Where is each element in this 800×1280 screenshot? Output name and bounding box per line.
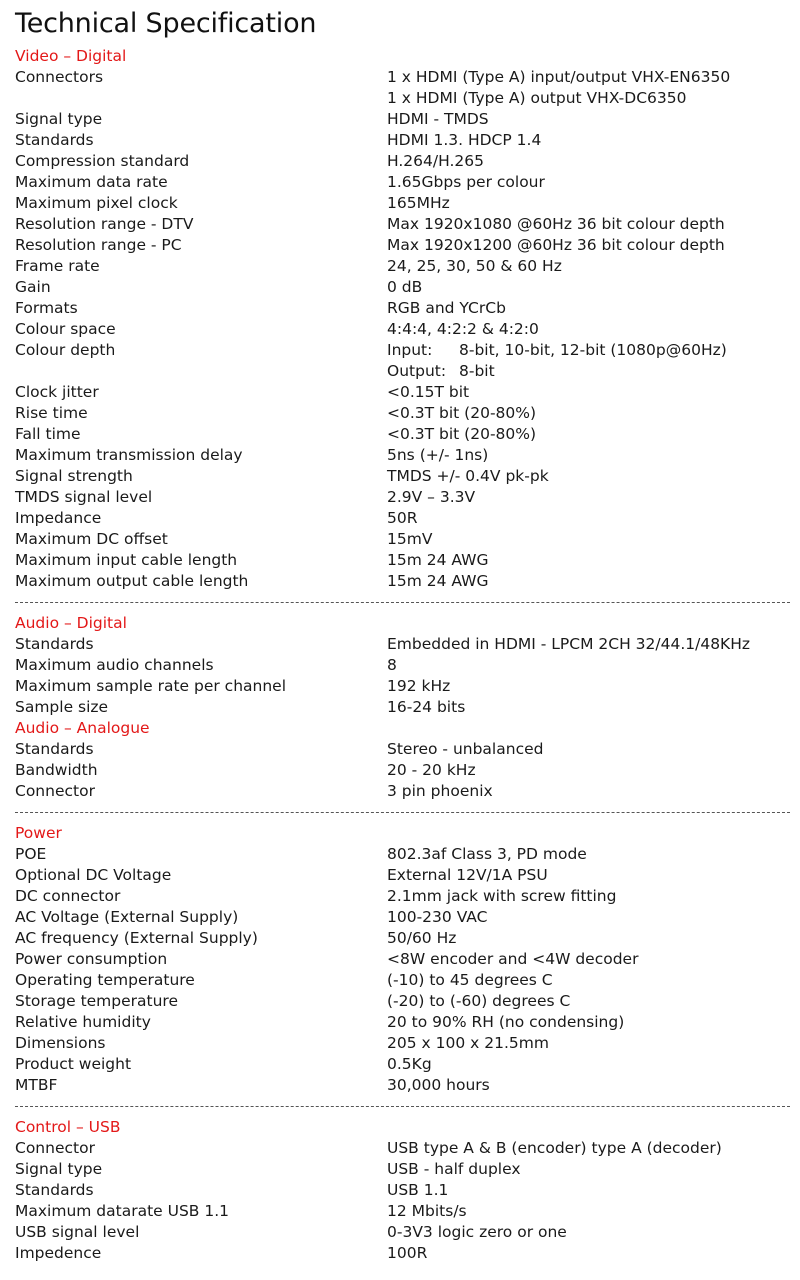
spec-value: 100R: [387, 1244, 428, 1262]
spec-sub-value: 8-bit, 10-bit, 12-bit (1080p@60Hz): [459, 341, 727, 359]
spec-value: USB - half duplex: [387, 1160, 521, 1178]
spec-value: 12 Mbits/s: [387, 1202, 467, 1220]
spec-value: 1 x HDMI (Type A) output VHX-DC6350: [387, 89, 687, 107]
spec-sub-value: 8-bit: [459, 362, 495, 380]
spec-value: 20 to 90% RH (no condensing): [387, 1013, 625, 1031]
spec-label: Signal type: [15, 1160, 103, 1178]
section-heading-label: Audio – Digital: [15, 614, 127, 632]
section-heading-label: Video – Digital: [15, 47, 127, 65]
spec-value: 16-24 bits: [387, 698, 466, 716]
spec-document: [15, 6, 790, 1264]
spec-row: [15, 214, 790, 235]
spec-row: [15, 130, 790, 151]
spec-row: [15, 1138, 790, 1159]
spec-row: [15, 676, 790, 697]
spec-value: 24, 25, 30, 50 & 60 Hz: [387, 257, 562, 275]
spec-value: Max 1920x1200 @60Hz 36 bit colour depth: [387, 236, 725, 254]
spec-row: [15, 466, 790, 487]
spec-label: Impedance: [15, 509, 102, 527]
spec-row: [15, 172, 790, 193]
spec-label: Gain: [15, 278, 51, 296]
spec-row: [15, 1243, 790, 1264]
spec-label: Maximum sample rate per channel: [15, 677, 287, 695]
spec-sub-label: Output:: [387, 362, 447, 380]
spec-label: Signal type: [15, 110, 103, 128]
spec-value: 2.1mm jack with screw fitting: [387, 887, 617, 905]
spec-row: [15, 886, 790, 907]
spec-value: 50/60 Hz: [387, 929, 457, 947]
spec-label: Standards: [15, 635, 94, 653]
spec-row: [15, 1159, 790, 1180]
spec-row: [15, 193, 790, 214]
spec-row: [15, 655, 790, 676]
spec-label: Colour space: [15, 320, 116, 338]
spec-value: <0.3T bit (20-80%): [387, 425, 537, 443]
spec-value: 30,000 hours: [387, 1076, 490, 1094]
spec-value: 0-3V3 logic zero or one: [387, 1223, 567, 1241]
spec-value: <8W encoder and <4W decoder: [387, 950, 639, 968]
dashed-divider: [15, 1096, 790, 1117]
spec-value: TMDS +/- 0.4V pk-pk: [387, 467, 549, 485]
spec-row: [15, 298, 790, 319]
spec-label: Maximum pixel clock: [15, 194, 178, 212]
spec-row: [15, 319, 790, 340]
spec-label: Standards: [15, 1181, 94, 1199]
spec-label: AC Voltage (External Supply): [15, 908, 239, 926]
spec-value: (-20) to (-60) degrees C: [387, 992, 571, 1010]
spec-value: USB type A & B (encoder) type A (decoder): [387, 1139, 722, 1157]
spec-value: 802.3af Class 3, PD mode: [387, 845, 587, 863]
spec-row: [15, 1180, 790, 1201]
spec-label: Signal strength: [15, 467, 133, 485]
spec-value: Stereo - unbalanced: [387, 740, 544, 758]
spec-label: Maximum input cable length: [15, 551, 238, 569]
spec-label: Product weight: [15, 1055, 132, 1073]
spec-row: [15, 697, 790, 718]
spec-value: 15mV: [387, 530, 433, 548]
spec-row: [15, 340, 790, 361]
spec-row: [15, 235, 790, 256]
spec-label: Bandwidth: [15, 761, 98, 779]
spec-value: 2.9V – 3.3V: [387, 488, 476, 506]
section-heading-label: Audio – Analogue: [15, 719, 150, 737]
spec-label: Frame rate: [15, 257, 100, 275]
spec-row: [15, 487, 790, 508]
spec-row: [15, 361, 790, 382]
spec-label: Maximum DC offset: [15, 530, 168, 548]
spec-label: Maximum transmission delay: [15, 446, 243, 464]
spec-value: Embedded in HDMI - LPCM 2CH 32/44.1/48KHz: [387, 635, 751, 653]
spec-value: Max 1920x1080 @60Hz 36 bit colour depth: [387, 215, 725, 233]
spec-label: Connectors: [15, 68, 104, 86]
section-heading: [15, 1117, 790, 1138]
spec-value: (-10) to 45 degrees C: [387, 971, 553, 989]
spec-row: [15, 277, 790, 298]
spec-row: [15, 991, 790, 1012]
spec-value: 0 dB: [387, 278, 423, 296]
spec-value: 1 x HDMI (Type A) input/output VHX-EN6350: [387, 68, 731, 86]
spec-value: 0.5Kg: [387, 1055, 432, 1073]
spec-label: Dimensions: [15, 1034, 106, 1052]
spec-label: DC connector: [15, 887, 121, 905]
spec-row: [15, 109, 790, 130]
spec-label: Connector: [15, 782, 95, 800]
spec-row: [15, 949, 790, 970]
page-title: Technical Specification: [15, 8, 317, 39]
spec-row: [15, 1075, 790, 1096]
spec-label: Impedence: [15, 1244, 102, 1262]
spec-row: [15, 424, 790, 445]
spec-label: Maximum output cable length: [15, 572, 249, 590]
spec-label: Maximum datarate USB 1.1: [15, 1202, 230, 1220]
spec-row: [15, 1033, 790, 1054]
spec-row: [15, 256, 790, 277]
spec-row: [15, 1012, 790, 1033]
spec-label: Resolution range - PC: [15, 236, 182, 254]
section-heading: [15, 46, 790, 67]
spec-row: [15, 1222, 790, 1243]
spec-value: [387, 361, 790, 382]
spec-row: [15, 928, 790, 949]
spec-value: 5ns (+/- 1ns): [387, 446, 489, 464]
spec-label: Fall time: [15, 425, 81, 443]
spec-row: [15, 508, 790, 529]
spec-label: Resolution range - DTV: [15, 215, 194, 233]
spec-label: USB signal level: [15, 1223, 140, 1241]
section-heading: [15, 823, 790, 844]
spec-label: Connector: [15, 1139, 95, 1157]
spec-value: 4:4:4, 4:2:2 & 4:2:0: [387, 320, 539, 338]
spec-row: [15, 844, 790, 865]
spec-label: Storage temperature: [15, 992, 178, 1010]
spec-value: 165MHz: [387, 194, 450, 212]
spec-label: Optional DC Voltage: [15, 866, 172, 884]
spec-value: 100-230 VAC: [387, 908, 488, 926]
spec-value: 8: [387, 656, 397, 674]
spec-value: RGB and YCrCb: [387, 299, 506, 317]
section-heading: [15, 613, 790, 634]
spec-label: Standards: [15, 740, 94, 758]
section-heading-label: Control – USB: [15, 1118, 121, 1136]
dashed-divider: [15, 802, 790, 823]
spec-row: [15, 151, 790, 172]
spec-body: [15, 46, 790, 1264]
spec-value: USB 1.1: [387, 1181, 449, 1199]
spec-label: Compression standard: [15, 152, 190, 170]
spec-label: Rise time: [15, 404, 88, 422]
spec-label: Standards: [15, 131, 94, 149]
spec-row: [15, 760, 790, 781]
spec-row: [15, 403, 790, 424]
spec-value: 15m 24 AWG: [387, 551, 489, 569]
spec-label: Clock jitter: [15, 383, 99, 401]
spec-row: [15, 445, 790, 466]
spec-label: Sample size: [15, 698, 109, 716]
spec-value: 15m 24 AWG: [387, 572, 489, 590]
spec-label: AC frequency (External Supply): [15, 929, 258, 947]
spec-value: 50R: [387, 509, 418, 527]
spec-row: [15, 550, 790, 571]
spec-row: [15, 67, 790, 88]
spec-value: 205 x 100 x 21.5mm: [387, 1034, 549, 1052]
spec-value: <0.15T bit: [387, 383, 470, 401]
dashed-divider: [15, 592, 790, 613]
spec-value: 192 kHz: [387, 677, 451, 695]
spec-value: 3 pin phoenix: [387, 782, 493, 800]
spec-row: [15, 88, 790, 109]
spec-row: [15, 1054, 790, 1075]
spec-label: [15, 88, 387, 109]
spec-value: External 12V/1A PSU: [387, 866, 548, 884]
spec-label: MTBF: [15, 1076, 58, 1094]
section-heading: [15, 718, 790, 739]
spec-row: [15, 529, 790, 550]
section-heading-label: Power: [15, 824, 62, 842]
spec-sub-label: Input:: [387, 341, 433, 359]
spec-row: [15, 1201, 790, 1222]
spec-label: Operating temperature: [15, 971, 195, 989]
spec-row: [15, 739, 790, 760]
spec-value: [387, 340, 790, 361]
spec-row: [15, 865, 790, 886]
spec-value: 1.65Gbps per colour: [387, 173, 545, 191]
spec-label: TMDS signal level: [15, 488, 153, 506]
spec-label: [15, 361, 387, 382]
spec-label: Power consumption: [15, 950, 168, 968]
spec-row: [15, 970, 790, 991]
spec-value: <0.3T bit (20-80%): [387, 404, 537, 422]
spec-label: Formats: [15, 299, 78, 317]
spec-row: [15, 571, 790, 592]
spec-label: Maximum data rate: [15, 173, 168, 191]
spec-value: H.264/H.265: [387, 152, 485, 170]
spec-label: Maximum audio channels: [15, 656, 214, 674]
spec-row: [15, 781, 790, 802]
spec-value: HDMI 1.3. HDCP 1.4: [387, 131, 542, 149]
spec-row: [15, 907, 790, 928]
spec-row: [15, 634, 790, 655]
spec-row: [15, 382, 790, 403]
spec-value: HDMI - TMDS: [387, 110, 489, 128]
spec-label: Relative humidity: [15, 1013, 151, 1031]
spec-label: Colour depth: [15, 341, 116, 359]
spec-label: POE: [15, 845, 47, 863]
spec-value: 20 - 20 kHz: [387, 761, 476, 779]
